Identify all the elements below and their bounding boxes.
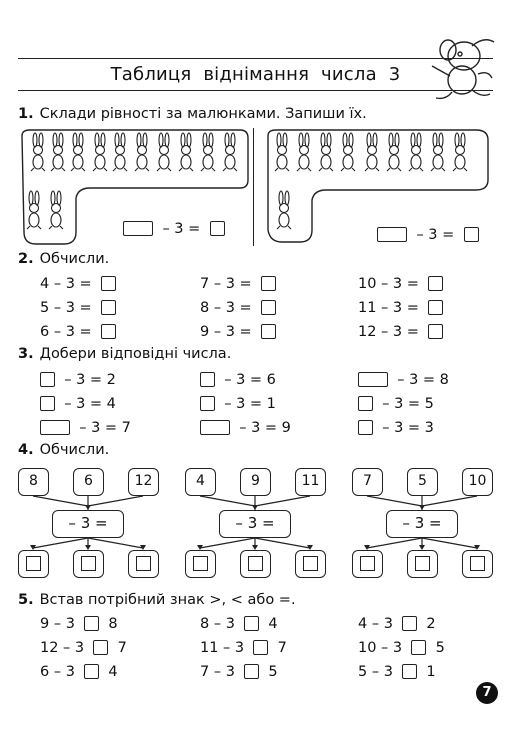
- left-expression: 7 – 3: [200, 664, 235, 680]
- bunny-body: [51, 213, 61, 227]
- expression-text: 4 – 3 =: [40, 276, 92, 292]
- arrow-line: [255, 538, 310, 548]
- bunny-ear: [279, 191, 283, 205]
- bunny-ear: [283, 133, 287, 147]
- bunny-head: [300, 146, 309, 155]
- answer-box[interactable]: [261, 300, 276, 315]
- left-expression: 4 – 3: [358, 616, 393, 632]
- bunny-head: [456, 146, 465, 155]
- bunny-ear: [209, 133, 213, 147]
- number-box: 4: [185, 468, 216, 496]
- answer-box[interactable]: [360, 556, 375, 571]
- sign-box[interactable]: [84, 664, 99, 679]
- bunny-ear: [203, 133, 207, 147]
- expression-text: – 3 = 1: [224, 396, 276, 412]
- bunny-body: [137, 155, 147, 169]
- operation-box: – 3 =: [386, 510, 458, 538]
- sign-box[interactable]: [244, 664, 259, 679]
- answer-box[interactable]: [428, 324, 443, 339]
- bunny-body: [433, 155, 443, 169]
- answer-box[interactable]: [101, 276, 116, 291]
- right-number: 1: [426, 664, 436, 680]
- bunny-ear: [79, 133, 83, 147]
- sign-box[interactable]: [253, 640, 268, 655]
- task2-expression: [358, 276, 443, 292]
- sign-box[interactable]: [93, 640, 108, 655]
- bunny-body: [33, 155, 43, 169]
- bunny-ear: [51, 191, 55, 205]
- arrow-line: [33, 496, 88, 506]
- result-box[interactable]: [352, 550, 383, 578]
- bunny-ear: [187, 133, 191, 147]
- sign-box[interactable]: [244, 616, 259, 631]
- page-title: Таблиця віднімання числа 3: [110, 64, 401, 85]
- bunny-ear: [165, 133, 169, 147]
- answer-box[interactable]: [358, 420, 373, 435]
- answer-box[interactable]: [210, 221, 225, 236]
- answer-box[interactable]: [26, 556, 41, 571]
- answer-box[interactable]: [200, 396, 215, 411]
- task2-expression: [358, 324, 443, 340]
- expression-text: – 3 = 6: [224, 372, 276, 388]
- bunny-head: [412, 146, 421, 155]
- bunny-body: [299, 155, 309, 169]
- bunny-ear: [137, 133, 141, 147]
- left-expression: 9 – 3: [40, 616, 75, 632]
- bunny-ear: [231, 133, 235, 147]
- left-expression: 10 – 3: [358, 640, 403, 656]
- task3-expression: [40, 372, 116, 388]
- bunny-head: [54, 146, 63, 155]
- bunny-ear: [349, 133, 353, 147]
- task5-comparison: [358, 616, 436, 632]
- task2-expression: [200, 324, 276, 340]
- sign-box[interactable]: [402, 616, 417, 631]
- task1-right-equation: – 3 =: [368, 211, 479, 243]
- task3-expression: [358, 372, 449, 388]
- bunny-ear: [285, 191, 289, 205]
- task5-comparison: [40, 616, 118, 632]
- result-box[interactable]: [185, 550, 216, 578]
- answer-box[interactable]: [40, 372, 55, 387]
- result-box[interactable]: [128, 550, 159, 578]
- number-box: 11: [295, 468, 326, 496]
- left-expression: 6 – 3: [40, 664, 75, 680]
- bunny-head: [390, 146, 399, 155]
- bunny-head: [280, 204, 289, 213]
- task2-expression: [358, 300, 443, 316]
- number-box: 7: [352, 468, 383, 496]
- answer-box[interactable]: [415, 556, 430, 571]
- answer-box[interactable]: [303, 556, 318, 571]
- answer-box[interactable]: [428, 276, 443, 291]
- answer-box[interactable]: [248, 556, 263, 571]
- bunny-head: [368, 146, 377, 155]
- number-box: 6: [73, 468, 104, 496]
- arrow-line: [88, 538, 143, 548]
- number-box: 9: [240, 468, 271, 496]
- task3-heading: 3. Добери відповідні числа.: [18, 346, 232, 362]
- expression-text: 10 – 3 =: [358, 276, 419, 292]
- bunny-body: [95, 155, 105, 169]
- bunny-body: [389, 155, 399, 169]
- bunny-body: [115, 155, 125, 169]
- bunny-body: [181, 155, 191, 169]
- arrow-line: [88, 496, 143, 506]
- task5-comparison: [200, 640, 287, 656]
- result-box[interactable]: [407, 550, 438, 578]
- task5-comparison: [40, 664, 118, 680]
- bunny-ear: [35, 191, 39, 205]
- bunny-ear: [159, 133, 163, 147]
- expression-text: 11 – 3 =: [358, 300, 419, 316]
- bunny-body: [73, 155, 83, 169]
- bunny-body: [53, 155, 63, 169]
- bunny-ear: [33, 133, 37, 147]
- bunny-head: [96, 146, 105, 155]
- arrow-line: [422, 538, 477, 548]
- answer-box[interactable]: [40, 396, 55, 411]
- task1-heading: 1. Склади рівності за малюнками. Запиши їх.: [18, 106, 367, 122]
- bunny-head: [322, 146, 331, 155]
- answer-box[interactable]: [200, 372, 215, 387]
- expression-text: – 3 = 4: [64, 396, 116, 412]
- bunny-ear: [57, 191, 61, 205]
- bunny-ear: [95, 133, 99, 147]
- answer-box[interactable]: [200, 420, 230, 435]
- expression-text: 8 – 3 =: [200, 300, 252, 316]
- bunny-ear: [395, 133, 399, 147]
- result-box[interactable]: [18, 550, 49, 578]
- expression-text: – 3 = 7: [79, 420, 131, 436]
- expression-text: 12 – 3 =: [358, 324, 419, 340]
- bunny-ear: [73, 133, 77, 147]
- bunny-ear: [389, 133, 393, 147]
- left-expression: 11 – 3: [200, 640, 245, 656]
- right-number: 5: [435, 640, 445, 656]
- arrow-line: [367, 538, 422, 548]
- answer-box[interactable]: [464, 227, 479, 242]
- task3-expression: [40, 396, 116, 412]
- answer-box[interactable]: [101, 324, 116, 339]
- bunny-ear: [373, 133, 377, 147]
- left-expression: 5 – 3: [358, 664, 393, 680]
- task2-expression: [200, 300, 276, 316]
- result-box[interactable]: [73, 550, 104, 578]
- bunny-head: [138, 146, 147, 155]
- sign-box[interactable]: [411, 640, 426, 655]
- bunny-ear: [115, 133, 119, 147]
- number-box: 10: [462, 468, 493, 496]
- bunny-ear: [59, 133, 63, 147]
- operation-box: – 3 =: [219, 510, 291, 538]
- result-box[interactable]: [462, 550, 493, 578]
- task1-divider: [253, 128, 254, 246]
- bunny-body: [343, 155, 353, 169]
- task2-heading: 2. Обчисли.: [18, 251, 110, 267]
- arrow-line: [200, 538, 255, 548]
- arrow-line: [33, 538, 88, 548]
- bunny-ear: [411, 133, 415, 147]
- sign-box[interactable]: [84, 616, 99, 631]
- answer-box[interactable]: [123, 221, 153, 236]
- expression-text: 7 – 3 =: [200, 276, 252, 292]
- task5-comparison: [200, 616, 278, 632]
- answer-box[interactable]: [261, 324, 276, 339]
- right-number: 8: [108, 616, 118, 632]
- answer-box[interactable]: [40, 420, 70, 435]
- bunny-head: [160, 146, 169, 155]
- expression-text: 5 – 3 =: [40, 300, 92, 316]
- expression-text: 9 – 3 =: [200, 324, 252, 340]
- bunny-ear: [121, 133, 125, 147]
- bunny-ear: [433, 133, 437, 147]
- answer-box[interactable]: [136, 556, 151, 571]
- number-box: 12: [128, 468, 159, 496]
- expression-text: – 3 = 9: [239, 420, 291, 436]
- task3-expression: [200, 372, 276, 388]
- bunny-body: [203, 155, 213, 169]
- answer-box[interactable]: [377, 227, 407, 242]
- bunny-body: [367, 155, 377, 169]
- answer-box[interactable]: [428, 300, 443, 315]
- expression-text: – 3 = 5: [382, 396, 434, 412]
- bunny-head: [34, 146, 43, 155]
- task2-expression: [40, 276, 116, 292]
- bunny-head: [344, 146, 353, 155]
- number-box: 8: [18, 468, 49, 496]
- bunny-ear: [225, 133, 229, 147]
- bunny-ear: [277, 133, 281, 147]
- task2-expression: [200, 276, 276, 292]
- arrow-line: [200, 496, 255, 506]
- result-box[interactable]: [295, 550, 326, 578]
- bunny-ear: [181, 133, 185, 147]
- bunny-ear: [417, 133, 421, 147]
- bunny-ear: [299, 133, 303, 147]
- page-number: 7: [476, 682, 498, 704]
- bunny-head: [30, 204, 39, 213]
- task4-heading: 4. Обчисли.: [18, 442, 110, 458]
- right-number: 5: [268, 664, 278, 680]
- bunny-ear: [327, 133, 331, 147]
- expression-text: – 3 = 3: [382, 420, 434, 436]
- expression-text: – 3 = 8: [397, 372, 449, 388]
- task3-expression: [40, 420, 131, 436]
- bunny-body: [225, 155, 235, 169]
- task2-expression: [40, 300, 116, 316]
- answer-box[interactable]: [470, 556, 485, 571]
- task5-comparison: [358, 664, 436, 680]
- task3-expression: [200, 420, 291, 436]
- arrow-line: [367, 496, 422, 506]
- task5-comparison: [40, 640, 127, 656]
- number-box: 5: [407, 468, 438, 496]
- task2-expression: [40, 324, 116, 340]
- bunny-head: [226, 146, 235, 155]
- left-expression: 8 – 3: [200, 616, 235, 632]
- task5-comparison: [358, 640, 445, 656]
- bunny-head: [52, 204, 61, 213]
- task1-left-equation: – 3 =: [114, 205, 225, 237]
- answer-box[interactable]: [358, 396, 373, 411]
- bunny-body: [29, 213, 39, 227]
- answer-box[interactable]: [81, 556, 96, 571]
- answer-box[interactable]: [193, 556, 208, 571]
- right-number: 2: [426, 616, 436, 632]
- right-number: 7: [277, 640, 287, 656]
- task3-expression: [358, 420, 434, 436]
- bunny-ear: [305, 133, 309, 147]
- operation-box: – 3 =: [52, 510, 124, 538]
- bunny-head: [204, 146, 213, 155]
- bunny-body: [455, 155, 465, 169]
- bunny-ear: [461, 133, 465, 147]
- task3-expression: [200, 396, 276, 412]
- bunny-head: [74, 146, 83, 155]
- answer-box[interactable]: [358, 372, 388, 387]
- bunny-ear: [455, 133, 459, 147]
- expression-text: – 3 = 2: [64, 372, 116, 388]
- right-number: 4: [108, 664, 118, 680]
- expression-text: 6 – 3 =: [40, 324, 92, 340]
- arrow-line: [422, 496, 477, 506]
- bunny-ear: [367, 133, 371, 147]
- bunny-head: [116, 146, 125, 155]
- left-expression: 12 – 3: [40, 640, 85, 656]
- arrow-line: [255, 496, 310, 506]
- bunny-body: [277, 155, 287, 169]
- bunny-ear: [143, 133, 147, 147]
- task5-comparison: [200, 664, 278, 680]
- bunny-body: [411, 155, 421, 169]
- task5-heading: 5. Встав потрібний знак >, < або =.: [18, 592, 296, 608]
- right-number: 7: [117, 640, 127, 656]
- bunny-body: [159, 155, 169, 169]
- bunny-ear: [101, 133, 105, 147]
- bunny-ear: [39, 133, 43, 147]
- bunny-head: [434, 146, 443, 155]
- bunny-ear: [321, 133, 325, 147]
- bunny-ear: [439, 133, 443, 147]
- mascot-illustration: [422, 28, 500, 104]
- bunny-ear: [29, 191, 33, 205]
- bunny-head: [278, 146, 287, 155]
- right-number: 4: [268, 616, 278, 632]
- answer-box[interactable]: [261, 276, 276, 291]
- bunny-ear: [53, 133, 57, 147]
- bunny-body: [321, 155, 331, 169]
- task3-expression: [358, 396, 434, 412]
- result-box[interactable]: [240, 550, 271, 578]
- answer-box[interactable]: [101, 300, 116, 315]
- bunny-body: [279, 213, 289, 227]
- bunny-ear: [343, 133, 347, 147]
- sign-box[interactable]: [402, 664, 417, 679]
- bunny-head: [182, 146, 191, 155]
